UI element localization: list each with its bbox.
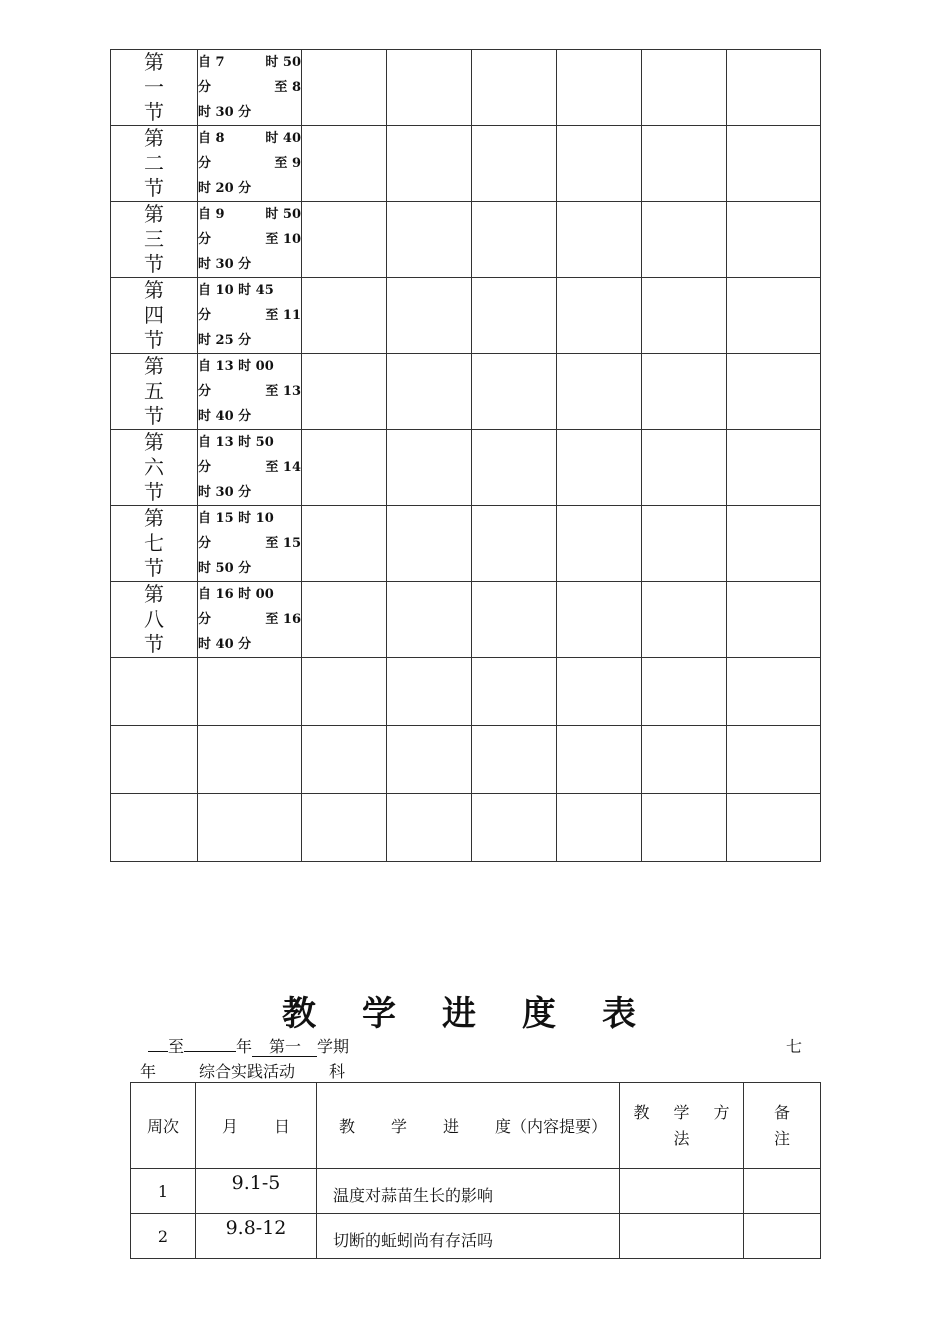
subject-line <box>140 1059 345 1082</box>
table-row <box>111 658 821 726</box>
grade-digit: 七 <box>786 1037 803 1056</box>
progress-header-row <box>131 1083 821 1169</box>
table-row <box>131 1169 821 1214</box>
schedule-cell <box>727 794 821 862</box>
header-method: 教 学 方 法 <box>620 1083 744 1169</box>
period-name: 第 二 节 <box>111 126 198 202</box>
semester-line <box>148 1034 349 1057</box>
progress-table <box>130 1082 821 1259</box>
table-row <box>111 726 821 794</box>
schedule-cell <box>727 50 821 126</box>
schedule-cell <box>387 202 472 278</box>
schedule-cell <box>472 278 557 354</box>
schedule-cell <box>472 726 557 794</box>
table-row <box>111 50 821 126</box>
schedule-cell <box>302 506 387 582</box>
schedule-cell <box>472 658 557 726</box>
nian-label: 年 <box>236 1037 253 1056</box>
schedule-cell <box>472 50 557 126</box>
year-end-blank <box>184 1051 236 1052</box>
schedule-cell <box>302 430 387 506</box>
schedule-cell <box>727 126 821 202</box>
period-time: 自 8 时 40 分 至 9 时 20 分 <box>198 126 302 202</box>
schedule-cell <box>642 506 727 582</box>
schedule-cell <box>727 278 821 354</box>
schedule-cell <box>727 658 821 726</box>
schedule-cell <box>557 278 642 354</box>
row-notes <box>744 1214 821 1259</box>
schedule-cell <box>387 658 472 726</box>
period-name: 第 一 节 <box>111 50 198 126</box>
schedule-cell <box>557 354 642 430</box>
schedule-cell <box>727 202 821 278</box>
schedule-cell <box>472 202 557 278</box>
table-row <box>131 1214 821 1259</box>
schedule-cell <box>111 794 198 862</box>
row-method <box>620 1169 744 1214</box>
schedule-cell <box>557 430 642 506</box>
schedule-cell <box>642 582 727 658</box>
header-week: 周次 <box>131 1083 196 1169</box>
schedule-cell <box>111 658 198 726</box>
xueqi-label: 学期 <box>317 1037 350 1056</box>
schedule-cell <box>642 430 727 506</box>
schedule-cell <box>198 794 302 862</box>
schedule-cell <box>387 126 472 202</box>
title-char: 教 <box>282 994 316 1034</box>
schedule-cell <box>302 582 387 658</box>
row-content: 切断的蚯蚓尚有存活吗 <box>317 1214 620 1259</box>
schedule-cell <box>557 202 642 278</box>
progress-title <box>282 986 636 1035</box>
year-start-blank <box>148 1051 168 1052</box>
row-date: 9.1-5 <box>196 1169 317 1214</box>
period-time: 自 13 时 00 分 至 13 时 40 分 <box>198 354 302 430</box>
period-name: 第 七 节 <box>111 506 198 582</box>
zhi-label: 至 <box>168 1037 185 1056</box>
subject-name: 综合实践活动 <box>199 1062 296 1081</box>
period-time: 自 10 时 45 分 至 11 时 25 分 <box>198 278 302 354</box>
table-row <box>111 278 821 354</box>
schedule-cell <box>472 354 557 430</box>
schedule-cell <box>642 126 727 202</box>
table-row <box>111 202 821 278</box>
schedule-cell <box>642 794 727 862</box>
row-date: 9.8-12 <box>196 1214 317 1259</box>
schedule-cell <box>642 50 727 126</box>
schedule-cell <box>302 354 387 430</box>
schedule-cell <box>387 726 472 794</box>
period-name: 第 六 节 <box>111 430 198 506</box>
period-name: 第 八 节 <box>111 582 198 658</box>
period-time: 自 7 时 50 分 至 8 时 30 分 <box>198 50 302 126</box>
schedule-cell <box>472 506 557 582</box>
schedule-cell <box>198 726 302 794</box>
table-row <box>111 430 821 506</box>
row-week: 1 <box>131 1169 196 1214</box>
period-time: 自 15 时 10 分 至 15 时 50 分 <box>198 506 302 582</box>
schedule-cell <box>727 354 821 430</box>
schedule-cell <box>387 50 472 126</box>
schedule-cell <box>727 582 821 658</box>
row-method <box>620 1214 744 1259</box>
ke-label: 科 <box>329 1062 346 1081</box>
schedule-cell <box>727 506 821 582</box>
class-schedule-table <box>110 49 821 862</box>
period-name: 第 三 节 <box>111 202 198 278</box>
schedule-cell <box>302 726 387 794</box>
schedule-cell <box>642 202 727 278</box>
schedule-cell <box>557 582 642 658</box>
schedule-cell <box>642 354 727 430</box>
schedule-cell <box>557 794 642 862</box>
schedule-cell <box>557 50 642 126</box>
schedule-cell <box>387 430 472 506</box>
schedule-cell <box>557 126 642 202</box>
schedule-cell <box>302 126 387 202</box>
table-row <box>111 506 821 582</box>
schedule-cell <box>727 726 821 794</box>
schedule-cell <box>302 50 387 126</box>
period-name: 第 五 节 <box>111 354 198 430</box>
schedule-cell <box>642 658 727 726</box>
schedule-cell <box>387 582 472 658</box>
schedule-cell <box>302 278 387 354</box>
header-content: 教 学 进 度（内容提要） <box>317 1083 620 1169</box>
grade-suffix: 年 <box>140 1062 157 1081</box>
schedule-cell <box>387 278 472 354</box>
schedule-cell <box>557 506 642 582</box>
schedule-cell <box>727 430 821 506</box>
table-row <box>111 126 821 202</box>
schedule-cell <box>642 278 727 354</box>
schedule-cell <box>387 794 472 862</box>
table-row <box>111 582 821 658</box>
period-time: 自 9 时 50 分 至 10 时 30 分 <box>198 202 302 278</box>
schedule-cell <box>472 582 557 658</box>
schedule-cell <box>302 658 387 726</box>
schedule-cell <box>198 658 302 726</box>
schedule-cell <box>472 126 557 202</box>
row-week: 2 <box>131 1214 196 1259</box>
schedule-cell <box>557 726 642 794</box>
schedule-cell <box>302 794 387 862</box>
schedule-cell <box>302 202 387 278</box>
title-char: 表 <box>602 994 636 1034</box>
schedule-cell <box>472 794 557 862</box>
schedule-cell <box>557 658 642 726</box>
header-date: 月 日 <box>196 1083 317 1169</box>
period-name: 第 四 节 <box>111 278 198 354</box>
row-content: 温度对蒜苗生长的影响 <box>317 1169 620 1214</box>
period-time: 自 13 时 50 分 至 14 时 30 分 <box>198 430 302 506</box>
title-char: 进 <box>442 994 476 1034</box>
row-notes <box>744 1169 821 1214</box>
table-row <box>111 354 821 430</box>
title-char: 学 <box>362 994 396 1034</box>
schedule-cell <box>642 726 727 794</box>
schedule-cell <box>387 354 472 430</box>
schedule-cell <box>387 506 472 582</box>
schedule-cell <box>472 430 557 506</box>
header-notes: 备 注 <box>744 1083 821 1169</box>
period-time: 自 16 时 00 分 至 16 时 40 分 <box>198 582 302 658</box>
table-row <box>111 794 821 862</box>
title-char: 度 <box>522 994 556 1034</box>
semester-value: 第一 <box>252 1038 317 1057</box>
schedule-cell <box>111 726 198 794</box>
